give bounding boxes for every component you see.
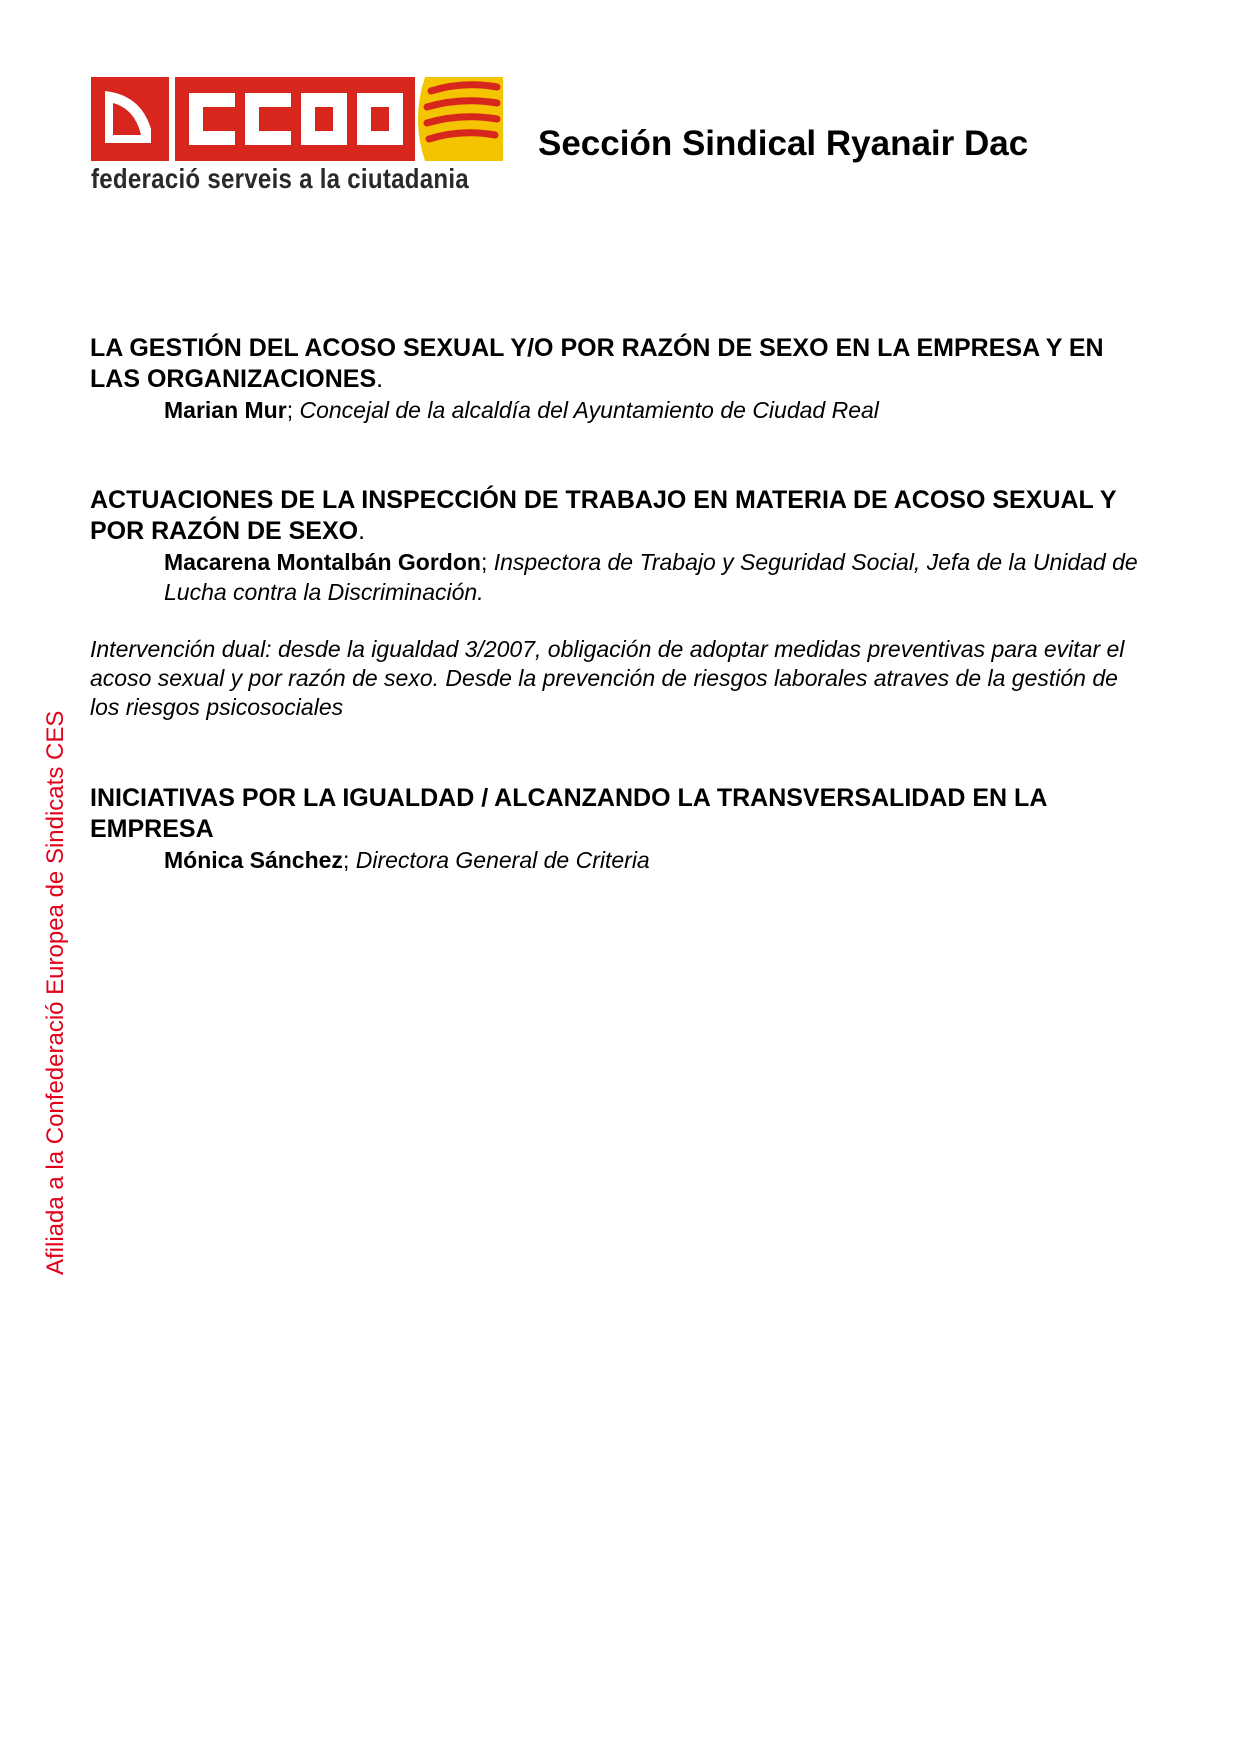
topic-title: LA GESTIÓN DEL ACOSO SEXUAL Y/O POR RAZÓN DE SEXO EN LA EMPRESA Y EN LAS ORGANIZACIONES. [90,334,1104,393]
speaker-name: Marian Mur [164,397,287,423]
speaker-role: Concejal de la alcaldía del Ayuntamiento de Ciudad Real [299,397,879,423]
topic-1 [90,333,1150,425]
speaker-name: Macarena Montalbán Gordon [164,549,481,575]
speaker-name: Mónica Sánchez [164,847,343,873]
speaker-role: Inspectora de Trabajo y Seguridad Social, Jefa de la Unidad de Lucha contra la Discriminación. [164,549,1138,605]
speaker-line: Macarena Montalbán Gordon; Inspectora de Trabajo y Seguridad Social, Jefa de la Unidad de Lucha contra la Discriminación. [164,549,1138,605]
topic-title: ACTUACIONES DE LA INSPECCIÓN DE TRABAJO EN MATERIA DE ACOSO SEXUAL Y POR RAZÓN DE SEXO. [90,486,1117,545]
topic-2 [90,485,1150,607]
affiliation-vertical-text: Afiliada a la Confederació Europea de Sindicats CES [42,710,69,1275]
section-title: Sección Sindical Ryanair Dac [538,124,1029,163]
topic-title: INICIATIVAS POR LA IGUALDAD / ALCANZANDO LA TRANSVERSALIDAD EN LA EMPRESA [90,784,1047,843]
ccoo-logo [91,77,503,197]
topic-3 [90,783,1150,875]
ccoo-logo-mark [91,77,503,161]
speaker-role: Directora General de Criteria [355,847,650,873]
intervention-note: Intervención dual: desde la igualdad 3/2007, obligación de adoptar medidas preventivas para evitar el acoso sexual y por razón de sexo. Desde la prevención de riesgos laborales atraves de la gestión de los riesgos psicosociales [90,636,1125,720]
logo-caption: federació serveis a la ciutadania [91,163,469,194]
speaker-line: Marian Mur; Concejal de la alcaldía del Ayuntamiento de Ciudad Real [164,397,879,423]
speaker-line: Mónica Sánchez; Directora General de Criteria [164,847,650,873]
